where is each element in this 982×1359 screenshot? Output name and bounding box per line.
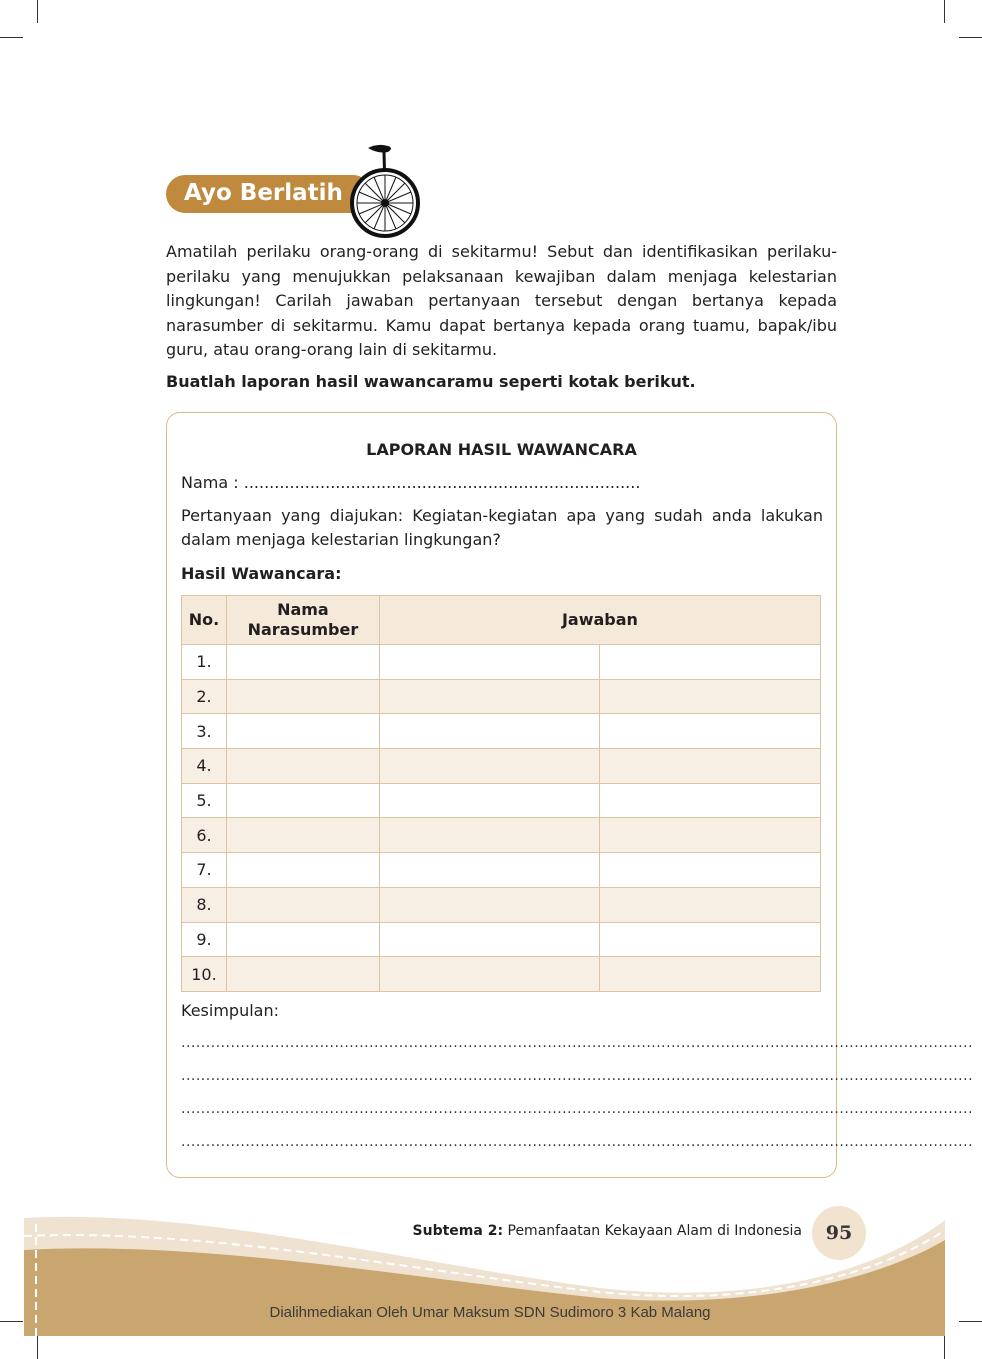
- intro-paragraph: Amatilah perilaku orang-orang di sekitarmu! Sebut dan identifikasikan perilaku-perilaku yang menujukkan pelaksanaan kewajiban dalam menjaga kelestarian lingkungan! Carilah jawaban pertanyaan tersebut dengan bertanya kepada narasumber di sekitarmu. Kamu dapat bertanya kepada orang tuamu, bapak/ibu guru, atau orang-orang lain di sekitarmu.: [166, 242, 837, 359]
- cell-answer[interactable]: [600, 714, 821, 749]
- results-table: [181, 595, 821, 992]
- crop-mark: [944, 0, 945, 23]
- conclusion-line[interactable]: ................................................................................................................................................................: [181, 1068, 974, 1084]
- cell-name[interactable]: [226, 853, 379, 888]
- cell-answer[interactable]: [600, 818, 821, 853]
- conclusion-line[interactable]: ................................................................................................................................................................: [181, 1035, 974, 1051]
- cell-answer[interactable]: [379, 645, 600, 680]
- table-row: [182, 922, 821, 957]
- cell-name[interactable]: [226, 714, 379, 749]
- cell-answer[interactable]: [600, 645, 821, 680]
- cell-answer[interactable]: [379, 853, 600, 888]
- table-row: [182, 818, 821, 853]
- cell-answer[interactable]: [379, 749, 600, 784]
- results-label: Hasil Wawancara:: [181, 564, 342, 583]
- cell-name[interactable]: [226, 922, 379, 957]
- table-row: [182, 853, 821, 888]
- cell-answer[interactable]: [379, 714, 600, 749]
- credit-line: Dialihmediakan Oleh Umar Maksum SDN Sudimoro 3 Kab Malang: [269, 1304, 711, 1321]
- table-row: [182, 749, 821, 784]
- conclusion-line[interactable]: ................................................................................................................................................................: [181, 1134, 974, 1150]
- row-number: 7.: [182, 853, 227, 888]
- interview-question: Pertanyaan yang diajukan: Kegiatan-kegiatan apa yang sudah anda lakukan dalam menjaga kelestarian lingkungan?: [181, 506, 823, 549]
- row-number: 3.: [182, 714, 227, 749]
- report-title: LAPORAN HASIL WAWANCARA: [366, 440, 637, 459]
- conclusion-label: Kesimpulan:: [181, 1001, 279, 1020]
- table-row: [182, 714, 821, 749]
- crop-mark: [959, 37, 982, 38]
- cell-answer[interactable]: [379, 957, 600, 992]
- subtema-title: Pemanfaatan Kekayaan Alam di Indonesia: [507, 1223, 802, 1239]
- subtema-caption: [413, 1223, 802, 1239]
- unicycle-icon: [348, 140, 424, 238]
- crop-mark: [37, 0, 38, 23]
- cell-answer[interactable]: [379, 818, 600, 853]
- cell-name[interactable]: [226, 749, 379, 784]
- subtema-label: Subtema 2:: [412, 1223, 504, 1239]
- name-field[interactable]: Nama : ..............................................................................: [181, 473, 641, 492]
- row-number: 9.: [182, 922, 227, 957]
- cell-answer[interactable]: [600, 922, 821, 957]
- table-row: [182, 645, 821, 680]
- cell-answer[interactable]: [600, 679, 821, 714]
- table-row: [182, 783, 821, 818]
- cell-answer[interactable]: [600, 957, 821, 992]
- table-row: [182, 957, 821, 992]
- cell-name[interactable]: [226, 887, 379, 922]
- table-row: [182, 887, 821, 922]
- page-number: 95: [812, 1206, 866, 1260]
- cell-answer[interactable]: [379, 922, 600, 957]
- row-number: 4.: [182, 749, 227, 784]
- cell-name[interactable]: [226, 783, 379, 818]
- cell-answer[interactable]: [600, 887, 821, 922]
- row-number: 2.: [182, 679, 227, 714]
- conclusion-line[interactable]: ................................................................................................................................................................: [181, 1101, 974, 1117]
- row-number: 10.: [182, 957, 227, 992]
- row-number: 6.: [182, 818, 227, 853]
- section-badge: Ayo Berlatih: [166, 175, 372, 213]
- cell-name[interactable]: [226, 957, 379, 992]
- cell-answer[interactable]: [600, 783, 821, 818]
- crop-mark: [0, 37, 23, 38]
- col-header-name: Nama Narasumber: [226, 596, 379, 645]
- cell-answer[interactable]: [600, 853, 821, 888]
- row-number: 5.: [182, 783, 227, 818]
- row-number: 8.: [182, 887, 227, 922]
- row-number: 1.: [182, 645, 227, 680]
- table-row: [182, 679, 821, 714]
- cell-answer[interactable]: [379, 887, 600, 922]
- cell-answer[interactable]: [379, 783, 600, 818]
- cell-name[interactable]: [226, 818, 379, 853]
- instruction-text: Buatlah laporan hasil wawancaramu seperti kotak berikut.: [166, 372, 696, 391]
- cell-answer[interactable]: [600, 749, 821, 784]
- cell-name[interactable]: [226, 679, 379, 714]
- col-header-answer: Jawaban: [379, 596, 820, 645]
- report-box: [166, 412, 974, 1178]
- cell-name[interactable]: [226, 645, 379, 680]
- cell-answer[interactable]: [379, 679, 600, 714]
- col-header-no: No.: [182, 596, 227, 645]
